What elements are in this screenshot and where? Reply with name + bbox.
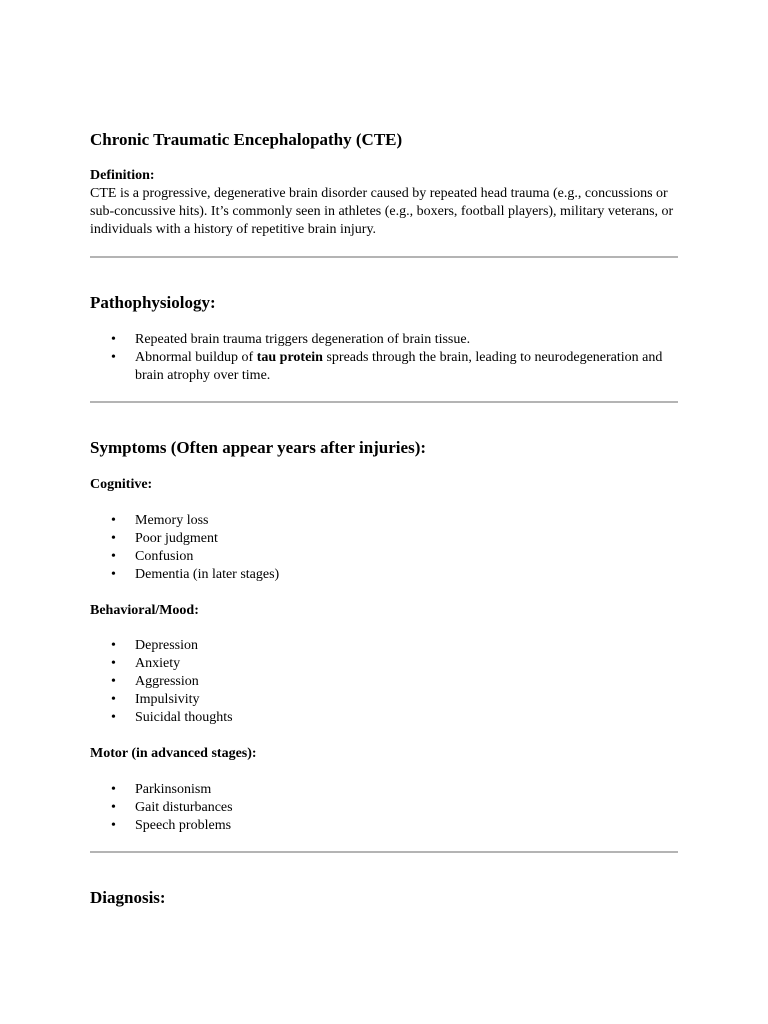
list-item-text: Speech problems: [135, 818, 232, 833]
symptoms-heading: Symptoms (Often appear years after injuries):: [90, 438, 427, 457]
list-item: [90, 512, 678, 530]
section-divider: [90, 256, 678, 258]
list-item: [90, 799, 678, 817]
cognitive-label: Cognitive:: [90, 477, 153, 492]
list-item-text: Depression: [135, 638, 198, 653]
list-item: [90, 709, 678, 727]
bullet-icon: •: [111, 549, 116, 564]
pathophysiology-list: [90, 331, 678, 385]
list-item: [90, 817, 678, 835]
list-item: [90, 331, 678, 349]
bullet-icon: •: [111, 350, 116, 365]
list-item-text: Gait disturbances: [135, 800, 233, 815]
bullet-icon: •: [111, 800, 116, 815]
list-item-text: Repeated brain trauma triggers degeneration of brain tissue.: [135, 332, 471, 347]
list-item-text: Suicidal thoughts: [135, 710, 233, 725]
behavioral-label: Behavioral/Mood:: [90, 603, 199, 618]
bullet-icon: •: [111, 782, 116, 797]
list-item: [90, 530, 678, 548]
bullet-icon: •: [111, 567, 116, 582]
behavioral-list: [90, 637, 678, 727]
list-item-text: Dementia (in later stages): [135, 567, 280, 582]
list-item: [90, 566, 678, 584]
list-item-text: Parkinsonism: [135, 782, 212, 797]
list-item-text: Anxiety: [135, 656, 181, 671]
bullet-icon: •: [111, 513, 116, 528]
list-item-text-suffix: spreads through the brain, leading to neurodegeneration and brain atrophy over time.: [135, 350, 663, 383]
list-item: [90, 691, 678, 709]
bullet-icon: •: [111, 674, 116, 689]
bullet-icon: •: [111, 692, 116, 707]
bullet-icon: •: [111, 531, 116, 546]
cognitive-list: [90, 512, 678, 584]
list-item-text-prefix: Abnormal buildup of: [135, 350, 257, 365]
motor-list: [90, 781, 678, 835]
motor-label: Motor (in advanced stages):: [90, 746, 257, 761]
list-item: [90, 349, 678, 385]
bullet-icon: •: [111, 638, 116, 653]
definition-text: CTE is a progressive, degenerative brain disorder caused by repeated head trauma (e.g., concussions or sub-concussive hits). It’s commonly seen in athletes (e.g., boxers, football players), military veterans, or individuals with a history of repetitive brain injury.: [90, 186, 674, 237]
diagnosis-heading: Diagnosis:: [90, 888, 166, 907]
pathophysiology-heading: Pathophysiology:: [90, 293, 216, 312]
document-title: Chronic Traumatic Encephalopathy (CTE): [90, 130, 403, 149]
list-item-text: Confusion: [135, 549, 194, 564]
section-divider: [90, 851, 678, 853]
list-item-text: Memory loss: [135, 513, 209, 528]
definition-label: Definition:: [90, 168, 155, 183]
section-divider: [90, 401, 678, 403]
list-item-text: Impulsivity: [135, 692, 200, 707]
list-item: [90, 781, 678, 799]
bullet-icon: •: [111, 656, 116, 671]
list-item-text: Poor judgment: [135, 531, 218, 546]
bullet-icon: •: [111, 710, 116, 725]
list-item: [90, 673, 678, 691]
list-item: [90, 548, 678, 566]
bullet-icon: •: [111, 818, 116, 833]
tau-protein-term: tau protein: [256, 350, 323, 365]
list-item-text: Aggression: [135, 674, 199, 689]
list-item: [90, 655, 678, 673]
list-item: [90, 637, 678, 655]
bullet-icon: •: [111, 332, 116, 347]
